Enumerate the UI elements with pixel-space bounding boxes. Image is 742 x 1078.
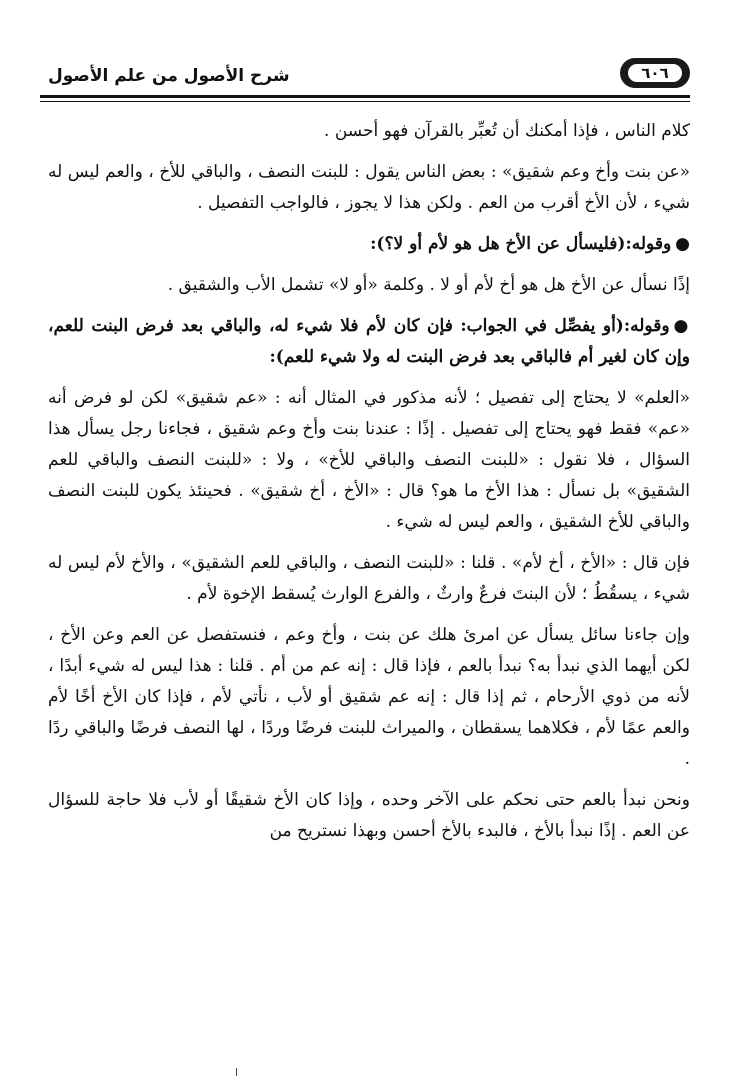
bullet-icon: ● [673, 316, 690, 336]
quoted-text: (فليسأل عن الأخ هل هو لأم أو لا؟): [370, 234, 626, 254]
page-number-badge [620, 58, 690, 88]
body-text [48, 116, 690, 857]
paragraph: وإن جاءنا سائل يسأل عن امرئ هلك عن بنت ، وأخ وعم ، فنستفصل عن العم وعن الأخ ، لكن أيهما الذي نبدأ به؟ نبدأ بالعم ، فإذا قال : إنه عم من أم . قلنا : هذا ليس له شيء أبدًا ، لأنه من ذوي الأرحام ، ثم إذا قال : إنه عم شقيق أو لأب ، نأتي لأم ، فإذا كان الأخ أخًا لأم والعم عمًا لأم ، فكلاهما يسقطان ، والميراث للبنت فرضًا وردًا ، لها النصف فرضًا والباقي ردًا . [48, 625, 690, 769]
paragraph: كلام الناس ، فإذا أمكنك أن تُعبِّر بالقرآن فهو أحسن . [324, 121, 690, 141]
header-rule-thick [40, 95, 690, 98]
bullet-lead: وقوله: [623, 316, 670, 336]
bullet-lead: وقوله: [625, 234, 672, 254]
paragraph: فإن قال : «الأخ ، أخ لأم» . قلنا : «للبنت النصف ، والباقي للعم الشقيق» ، والأخ لأم ليس له شيء ، يسقُطُ ؛ لأن البنتَ فرعٌ وارثٌ ، والفرع الوارث يُسقط الإخوة لأم . [48, 553, 690, 604]
paragraph: إذًا نسأل عن الأخ هل هو أخ لأم أو لا . وكلمة «أو لا» تشمل الأب والشقيق . [167, 275, 690, 295]
paragraph: «عن بنت وأخ وعم شقيق» : بعض الناس يقول : للبنت النصف ، والباقي للأخ ، والعم ليس له شيء ، لأن الأخ أقرب من العم . ولكن هذا لا يجوز ، فالواجب التفصيل . [48, 162, 690, 213]
bullet-icon: ● [675, 234, 690, 254]
bullet-paragraph [48, 311, 690, 373]
header-rule-thin [40, 101, 690, 102]
paragraph: ونحن نبدأ بالعم حتى نحكم على الآخر وحده ، وإذا كان الأخ شقيقًا أو لأب فلا حاجة للسؤال عن العم . إذًا نبدأ بالأخ ، فالبدء بالأخ أحسن وبهذا نستريح من [48, 790, 690, 841]
page-number: ٦٠٦ [628, 64, 682, 82]
paragraph: «العلم» لا يحتاج إلى تفصيل ؛ لأنه مذكور في المثال أنه : «عم شقيق» لكن لو فرض أنه «عم» فقط فهو يحتاج إلى تفصيل . إذًا : عندنا بنت وأخ وعم شقيق ، فجاءنا رجل يسأل هذا السؤال ، فلا نقول : «للبنت النصف والباقي للأخ» ، ولا : «للبنت النصف والباقي للعم الشقيق» بل نسأل : هذا الأخ ما هو؟ قال : «الأخ ، أخ شقيق» . فحينئذ يكون للبنت النصف والباقي للأخ الشقيق ، والعم ليس له شيء . [48, 388, 690, 532]
scan-mark [236, 1068, 237, 1076]
running-title: شرح الأصول من علم الأصول [48, 66, 290, 86]
bullet-paragraph [48, 229, 690, 260]
quoted-text: (أو يفصِّل في الجواب: فإن كان لأم فلا شيء له، والباقي بعد فرض البنت للعم، وإن كان لغير أم فالباقي بعد فرض البنت له ولا شيء للعم): [48, 316, 690, 367]
